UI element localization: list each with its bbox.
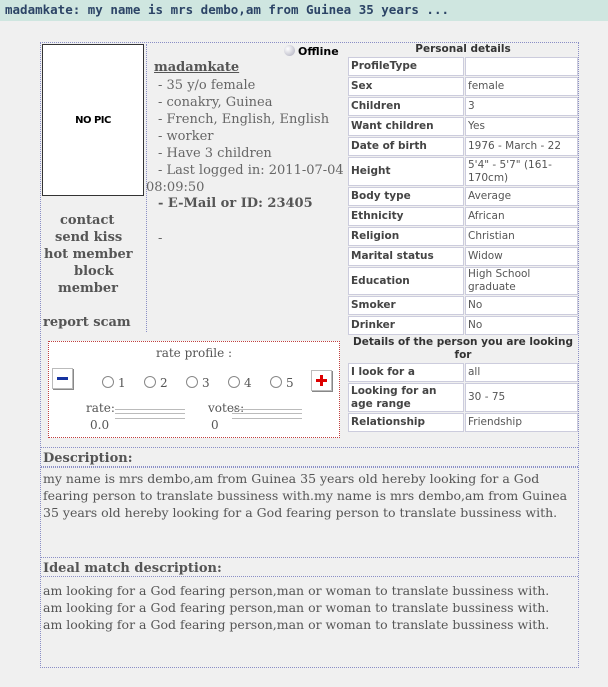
hot-member-link[interactable]: hot member bbox=[44, 247, 133, 262]
rate-label: rate: bbox=[86, 401, 115, 415]
ideal-match-line-2: am looking for a God fearing person,man or woman to translate bussiness with. bbox=[43, 600, 550, 615]
online-status bbox=[284, 45, 339, 58]
profile-last-login-time: 08:09:50 bbox=[146, 180, 205, 195]
votes-label: votes: bbox=[208, 401, 245, 415]
detail-value: Average bbox=[465, 187, 578, 206]
radio-icon bbox=[102, 376, 114, 388]
rate-option-label: 5 bbox=[286, 376, 294, 390]
rate-profile-box bbox=[48, 341, 340, 438]
page-title: madamkate: my name is mrs dembo,am from Guinea 35 years ... bbox=[5, 2, 450, 17]
radio-icon bbox=[186, 376, 198, 388]
radio-icon bbox=[270, 376, 282, 388]
report-scam-link[interactable]: report scam bbox=[43, 315, 131, 330]
detail-value: Widow bbox=[465, 247, 578, 266]
detail-key: Education bbox=[348, 267, 464, 295]
send-kiss-link[interactable]: send kiss bbox=[55, 230, 123, 245]
detail-key: Want children bbox=[348, 117, 464, 136]
detail-value: No bbox=[465, 296, 578, 315]
looking-key: I look for a bbox=[348, 363, 464, 382]
detail-key: ProfileType bbox=[348, 57, 464, 76]
profile-location: - conakry, Guinea bbox=[158, 95, 273, 110]
contact-link[interactable]: contact bbox=[60, 213, 115, 228]
detail-key: Smoker bbox=[348, 296, 464, 315]
ideal-match-line-3: am looking for a God fearing person,man or woman to translate bussiness with. bbox=[43, 617, 550, 632]
rate-profile-label: rate profile : bbox=[155, 346, 233, 360]
block-member-link[interactable]: block bbox=[74, 264, 114, 279]
looking-value: 30 - 75 bbox=[465, 383, 578, 412]
detail-value: 5'4" - 5'7" (161-170cm) bbox=[465, 157, 578, 186]
profile-photo bbox=[42, 44, 144, 196]
rate-option-4[interactable] bbox=[228, 376, 252, 390]
rate-option-3[interactable] bbox=[186, 376, 210, 390]
votes-bar bbox=[232, 409, 302, 419]
detail-key: Height bbox=[348, 157, 464, 186]
radio-icon bbox=[228, 376, 240, 388]
detail-value: High School graduate bbox=[465, 267, 578, 295]
profile-dash: - bbox=[158, 231, 163, 246]
description-text: my name is mrs dembo,am from Guinea 35 years old hereby looking for a God fearing person to translate bussiness with.my name is mrs dembo,am from Guinea 35 years old hereby looking for a God fearing person to translate bussiness with. bbox=[43, 471, 568, 520]
detail-key: Date of birth bbox=[348, 137, 464, 156]
personal-details-header: Personal details bbox=[415, 43, 511, 55]
detail-key: Religion bbox=[348, 227, 464, 246]
rate-option-label: 3 bbox=[202, 376, 210, 390]
rate-option-2[interactable] bbox=[144, 376, 168, 390]
profile-languages: - French, English, English bbox=[158, 112, 330, 127]
ideal-match-heading: Ideal match description: bbox=[41, 557, 578, 577]
rate-option-label: 1 bbox=[118, 376, 126, 390]
rate-option-label: 2 bbox=[160, 376, 168, 390]
rate-value: 0.0 bbox=[90, 418, 110, 432]
detail-value: 1976 - March - 22 bbox=[465, 137, 578, 156]
block-member-link-2[interactable]: member bbox=[58, 281, 118, 296]
rate-up-button[interactable] bbox=[311, 370, 332, 391]
detail-key: Marital status bbox=[348, 247, 464, 266]
detail-key: Drinker bbox=[348, 316, 464, 335]
section-divider bbox=[41, 467, 578, 468]
detail-value bbox=[465, 57, 578, 76]
looking-key: Looking for an age range bbox=[348, 383, 464, 412]
status-dot-icon bbox=[284, 45, 295, 56]
rate-option-5[interactable] bbox=[270, 376, 294, 390]
rate-bar bbox=[115, 409, 185, 419]
detail-key: Children bbox=[348, 97, 464, 116]
profile-last-login: - Last logged in: 2011-07-04 bbox=[158, 163, 344, 178]
profile-children: - Have 3 children bbox=[158, 146, 272, 161]
looking-for-header: Details of the person you are looking for bbox=[353, 336, 573, 361]
detail-key: Ethnicity bbox=[348, 207, 464, 226]
looking-value: all bbox=[465, 363, 578, 382]
radio-icon bbox=[144, 376, 156, 388]
detail-value: Christian bbox=[465, 227, 578, 246]
detail-value: Yes bbox=[465, 117, 578, 136]
detail-value: female bbox=[465, 77, 578, 96]
profile-occupation: - worker bbox=[158, 129, 214, 144]
looking-value: Friendship bbox=[465, 413, 578, 432]
username-link[interactable]: madamkate bbox=[154, 60, 240, 75]
title-bar bbox=[0, 0, 608, 21]
profile-email-id: - E-Mail or ID: 23405 bbox=[158, 196, 313, 211]
personal-details-table bbox=[347, 42, 579, 433]
detail-value: No bbox=[465, 316, 578, 335]
votes-value: 0 bbox=[211, 418, 219, 432]
description-heading: Description: bbox=[41, 447, 578, 467]
ideal-match-line-1: am looking for a God fearing person,man or woman to translate bussiness with. bbox=[43, 583, 550, 598]
detail-key: Body type bbox=[348, 187, 464, 206]
looking-key: Relationship bbox=[348, 413, 464, 432]
profile-age: - 35 y/o female bbox=[158, 78, 256, 93]
detail-key: Sex bbox=[348, 77, 464, 96]
status-label: Offline bbox=[298, 45, 339, 58]
rate-option-1[interactable] bbox=[102, 376, 126, 390]
no-pic-label: NO PIC bbox=[75, 115, 111, 126]
detail-value: African bbox=[465, 207, 578, 226]
rate-down-button[interactable] bbox=[52, 368, 73, 389]
detail-value: 3 bbox=[465, 97, 578, 116]
rate-option-label: 4 bbox=[244, 376, 252, 390]
